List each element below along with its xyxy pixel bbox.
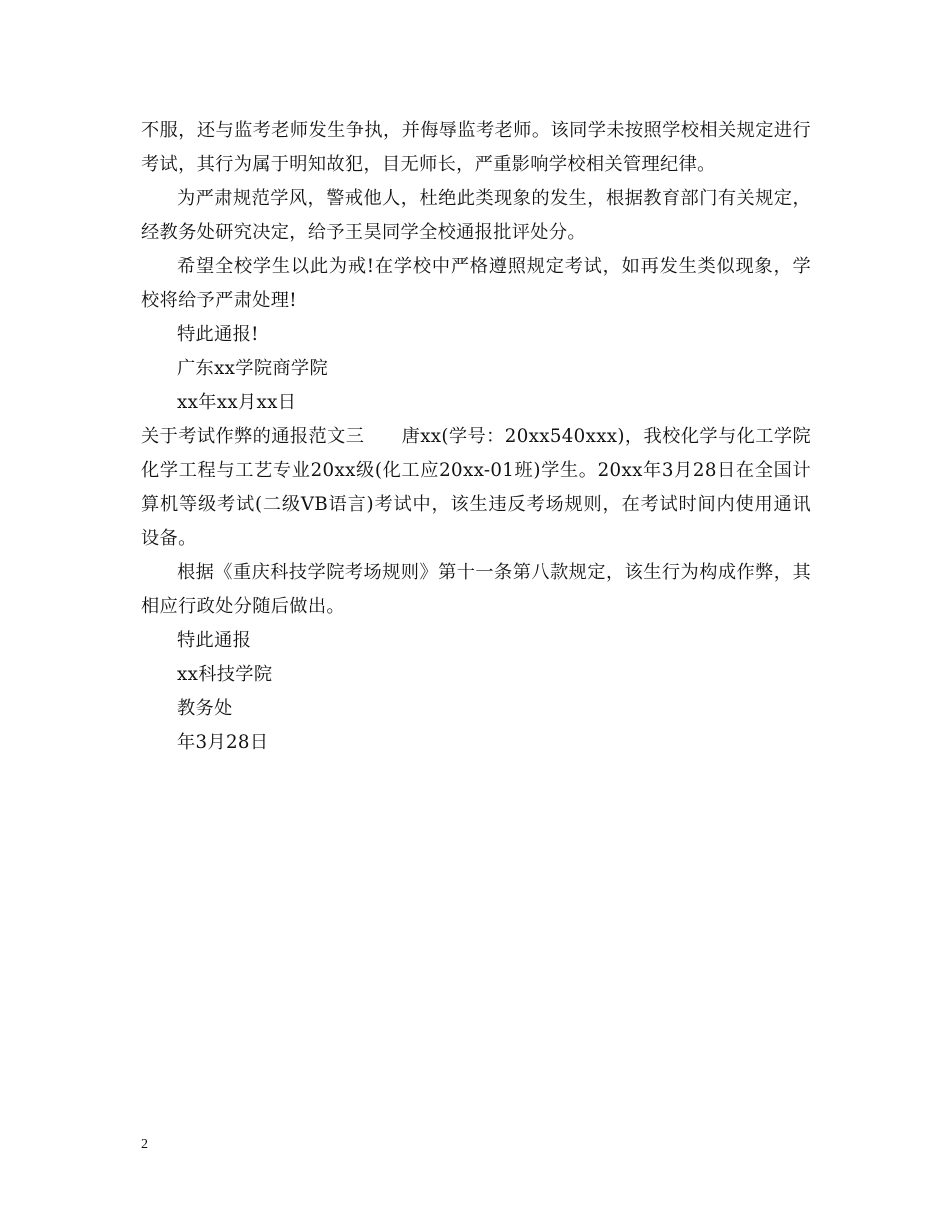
text-line: 校将给予严肃处理!: [141, 290, 297, 311]
text-line: 不服，还与监考老师发生争执，并侮辱监考老师。该同学未按照学校相关规定进行: [141, 120, 811, 141]
text-line: 关于考试作弊的通报范文三 唐xx(学号：20xx540xxx)，我校化学与化工学院: [141, 426, 811, 447]
text-line: 特此通报: [177, 630, 252, 651]
text-line: 考试，其行为属于明知故犯，目无师长，严重影响学校相关管理纪律。: [141, 154, 716, 175]
text-line: 设备。: [141, 528, 197, 549]
page-number: 2: [141, 1137, 148, 1152]
document-body: [141, 114, 811, 760]
text-line: 教务处: [177, 698, 233, 719]
text-line: 化学工程与工艺专业20xx级(化工应20xx-01班)学生。20xx年3月28日在全国计: [141, 460, 811, 481]
text-line: 算机等级考试(二级VB语言)考试中，该生违反考场规则，在考试时间内使用通讯: [141, 494, 811, 515]
text-line: 为严肃规范学风，警戒他人，杜绝此类现象的发生，根据教育部门有关规定，: [177, 188, 811, 209]
text-line: 特此通报!: [177, 324, 259, 345]
text-line: 希望全校学生以此为戒!在学校中严格遵照规定考试，如再发生类似现象，学: [177, 256, 811, 277]
text-line: 根据《重庆科技学院考场规则》第十一条第八款规定，该生行为构成作弊，其: [177, 562, 811, 583]
text-line: 相应行政处分随后做出。: [141, 596, 345, 617]
text-line: xx科技学院: [177, 664, 273, 685]
text-line: xx年xx月xx日: [177, 392, 297, 413]
text-line: 经教务处研究决定，给予王昊同学全校通报批评处分。: [141, 222, 586, 243]
text-line: 年3月28日: [177, 732, 269, 753]
text-line: 广东xx学院商学院: [177, 358, 328, 379]
